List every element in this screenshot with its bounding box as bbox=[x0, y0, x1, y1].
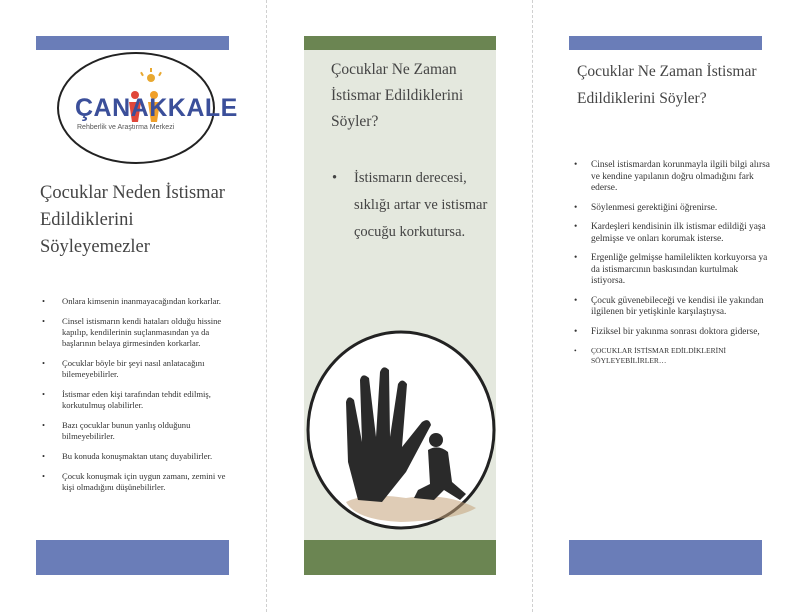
list-item-closing: • ÇOCUKLAR İSTİSMAR EDİLDİKLERİNİ SÖYLEYEBİLİRLER… bbox=[570, 346, 770, 366]
right-heading: Çocuklar Ne Zaman İstismar Edildiklerini Söyler? bbox=[577, 63, 757, 107]
right-bottom-bar bbox=[569, 540, 762, 575]
list-item: • Cinsel istismarın kendi hataları olduğu hissine kapılıp, kendilerinin suçlanmasından ya da başlarının belaya girmesinden korkarlar. bbox=[40, 316, 230, 349]
middle-bottom-bar bbox=[304, 540, 496, 575]
list-item: • Onlara kimsenin inanmayacağından korkarlar. bbox=[40, 296, 230, 307]
hand-and-child-illustration bbox=[306, 322, 496, 532]
middle-list bbox=[330, 165, 490, 246]
right-top-bar bbox=[569, 36, 762, 50]
left-heading: Çocuklar Neden İstismar Edildiklerini Söyleyemezler bbox=[40, 183, 225, 257]
left-top-bar bbox=[36, 36, 229, 50]
logo-name: ÇANAKKALE bbox=[75, 94, 238, 122]
list-item: • Kardeşleri kendisinin ilk istismar edildiği yaşa gelmişse ve onları korumak isterse. bbox=[570, 222, 770, 245]
list-item: • Söylenmesi gerektiğini öğrenirse. bbox=[570, 203, 770, 215]
fold-line-left bbox=[266, 0, 267, 612]
list-item: • Çocuklar böyle bir şeyi nasıl anlatacağını bilemeyebilirler. bbox=[40, 358, 230, 380]
list-item: • Ergenliğe gelmişse hamilelikten korkuyorsa ya da istismarcının baskısından kurtulmak istiyorsa. bbox=[570, 253, 770, 288]
left-bottom-bar bbox=[36, 540, 229, 575]
right-list bbox=[570, 160, 770, 374]
logo-subtitle: Rehberlik ve Araştırma Merkezi bbox=[77, 124, 175, 131]
list-item: • Cinsel istismardan korunmayla ilgili bilgi alırsa ve kendine yapılanın doğru olmadığını fark ederse. bbox=[570, 160, 770, 195]
list-item: • İstismarın derecesi, sıklığı artar ve istismar çocuğu korkutursa. bbox=[330, 165, 490, 246]
list-item: • Bu konuda konuşmaktan utanç duyabilirler. bbox=[40, 451, 230, 462]
left-reasons-list bbox=[40, 296, 230, 502]
fold-line-right bbox=[532, 0, 533, 612]
middle-heading: Çocuklar Ne Zaman İstismar Edildiklerini Söyler? bbox=[331, 61, 464, 130]
list-item: • Bazı çocuklar bunun yanlış olduğunu bilmeyebilirler. bbox=[40, 420, 230, 442]
list-item: • İstismar eden kişi tarafından tehdit edilmiş, korkutulmuş olabilirler. bbox=[40, 389, 230, 411]
middle-top-bar bbox=[304, 36, 496, 50]
list-item: • Fiziksel bir yakınma sonrası doktora giderse, bbox=[570, 327, 770, 339]
illustration bbox=[306, 322, 496, 532]
list-item: • Çocuk güvenebileceği ve kendisi ile yakından ilgilenen bir yetişkinle karşılaştıysa. bbox=[570, 296, 770, 319]
logo bbox=[57, 52, 238, 164]
list-item: • Çocuk konuşmak için uygun zamanı, zemini ve kişi olmadığını düşünebilirler. bbox=[40, 471, 230, 493]
